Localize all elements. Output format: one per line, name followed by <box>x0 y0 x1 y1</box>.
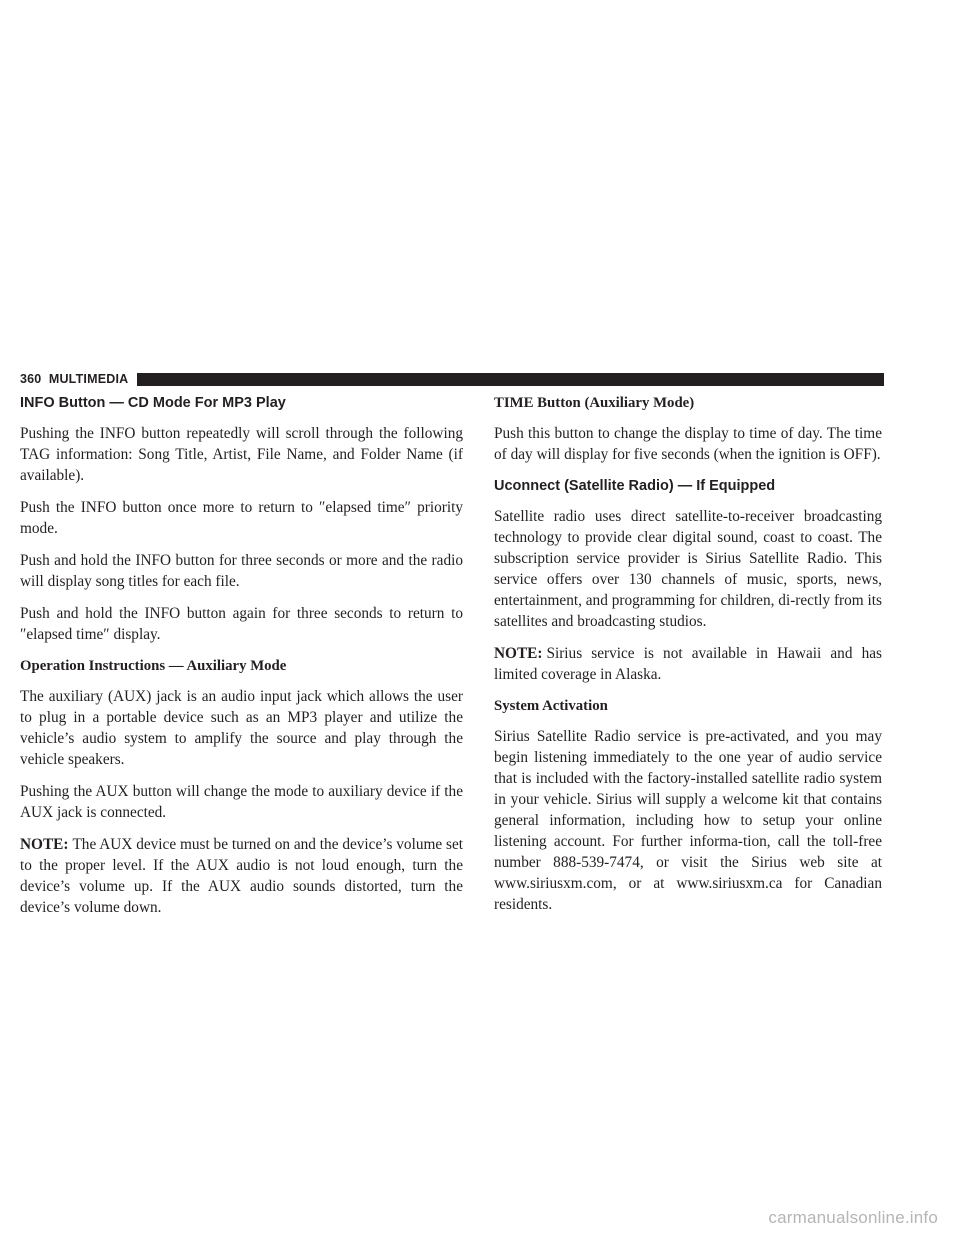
heading-system-activation: System Activation <box>494 698 608 714</box>
page-number: 360 <box>20 372 42 386</box>
page-header <box>20 372 884 386</box>
left-column <box>20 393 463 929</box>
note-label: NOTE: <box>494 645 543 662</box>
paragraph: Push and hold the INFO button for three seconds or more and the radio will display song titles for each file. <box>20 552 463 590</box>
paragraph: Sirius Satellite Radio service is pre-activated, and you may begin listening immediately to the one year of audio service that is included with the factory-installed satellite radio system in your vehicle. Sirius will supply a welcome kit that contains general information, including how to setup your online listening account. For further informa-tion, call the toll-free number 888-539-7474, or visit the Sirius web site at www.siriusxm.com, or at www.siriusxm.ca for Canadian residents. <box>494 728 882 913</box>
header-rule <box>137 373 884 386</box>
heading-operation-instructions: Operation Instructions — Auxiliary Mode <box>20 658 287 674</box>
page-header-text <box>20 372 128 386</box>
paragraph: The auxiliary (AUX) jack is an audio input jack which allows the user to plug in a portable device such as an MP3 player and utilize the vehicle’s audio system to amplify the source and play through the vehicle speakers. <box>20 688 463 768</box>
paragraph: Pushing the INFO button repeatedly will scroll through the following TAG information: Song Title, Artist, File Name, and Folder Name (if available). <box>20 425 463 484</box>
paragraph: Push the INFO button once more to return to ″elapsed time″ priority mode. <box>20 499 463 537</box>
note-paragraph <box>494 643 882 685</box>
paragraph: Push this button to change the display to time of day. The time of day will display for five seconds (when the ignition is OFF). <box>494 425 882 463</box>
heading-time-button: TIME Button (Auxiliary Mode) <box>494 395 695 411</box>
paragraph: Pushing the AUX button will change the mode to auxiliary device if the AUX jack is connected. <box>20 783 463 821</box>
right-column <box>494 393 882 926</box>
note-text: The AUX device must be turned on and the device’s volume set to the proper level. If the AUX audio is not loud enough, turn the device’s volume up. If the AUX audio sounds distorted, turn the device’s volume down. <box>20 836 463 916</box>
heading-uconnect: Uconnect (Satellite Radio) — If Equipped <box>494 478 776 494</box>
heading-info-button: INFO Button — CD Mode For MP3 Play <box>20 395 286 411</box>
paragraph: Push and hold the INFO button again for three seconds to return to ″elapsed time″ display. <box>20 605 463 643</box>
watermark: carmanualsonline.info <box>768 1208 938 1227</box>
note-text: Sirius service is not available in Hawaii and has limited coverage in Alaska. <box>494 645 882 683</box>
note-label: NOTE: <box>20 836 69 853</box>
paragraph: Satellite radio uses direct satellite-to-receiver broadcasting technology to provide clear digital sound, coast to coast. The subscription service provider is Sirius Satellite Radio. This service offers over 130 channels of music, sports, news, entertainment, and programming for children, di-rectly from its satellites and broadcasting studios. <box>494 508 882 630</box>
section-title: MULTIMEDIA <box>48 372 129 386</box>
note-paragraph <box>20 834 463 918</box>
